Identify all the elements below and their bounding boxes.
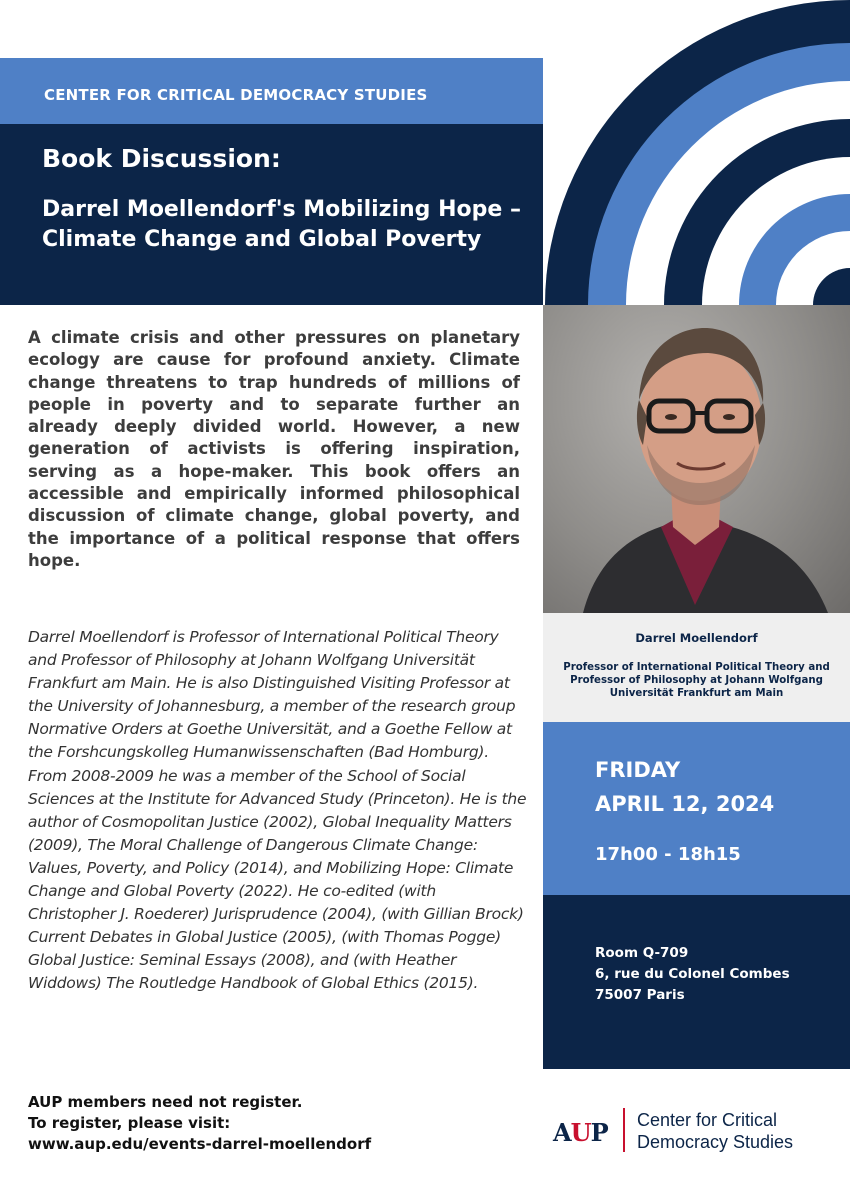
venue-room: Room Q-709 bbox=[595, 945, 689, 961]
logo-text: Center for Critical Democracy Studies bbox=[637, 1110, 794, 1152]
venue-address bbox=[595, 943, 790, 1006]
decorative-arcs bbox=[543, 0, 850, 305]
event-time: 17h00 - 18h15 bbox=[595, 844, 741, 865]
aup-logo-mark: AUP bbox=[553, 1118, 608, 1147]
register-note: AUP members need not register. bbox=[28, 1093, 303, 1111]
venue-city: 75007 Paris bbox=[595, 987, 685, 1003]
venue-street: 6, rue du Colonel Combes bbox=[595, 966, 790, 982]
aup-logo bbox=[553, 1108, 843, 1152]
registration-info bbox=[28, 1092, 371, 1155]
book-description: A climate crisis and other pressures on planetary ecology are cause for profound anxiety. Climate change threatens to trap hundreds of millions of people in poverty and to separate further an already deeply divided world. However, a new generation of activists is offering inspiration, serving as a hope-maker. This book offers an accessible and empirically informed philosophical discussion of climate change, global poverty, and the importance of a political response that offers hope. bbox=[28, 328, 520, 570]
venue-box bbox=[543, 895, 850, 1069]
speaker-bio: Darrel Moellendorf is Professor of International Political Theory and Professor of Philosophy at Johann Wolfgang Universität Frankfurt am Main. He is also Distinguished Visiting Professor at the University of Johannesburg, a member of the research group Normative Orders at Goethe Universität, and a Goethe Fellow at the Forshcungskolleg Humanwissenschaften (Bad Homburg). From 2008-2009 he was a member of the School of Social Sciences at the Institute for Advanced Study (Princeton). He is the author of Cosmopolitan Justice (2002), Global Inequality Matters (2009), The Moral Challenge of Dangerous Climate Change: Values, Poverty, and Policy (2014), and Mobilizing Hope: Climate Change and Global Poverty (2022). He co-edited (with Christopher J. Roederer) Jurisprudence (2004), (with Gillian Brock) Current Debates in Global Justice (2005), (with Thomas Pogge) Global Justice: Seminal Essays (2008), and (with Heather Widdows) The Routledge Handbook of Global Ethics (2015). bbox=[28, 628, 527, 993]
logo-divider bbox=[623, 1108, 625, 1152]
speaker-name: Darrel Moellendorf bbox=[635, 631, 758, 645]
center-label: CENTER FOR CRITICAL DEMOCRACY STUDIES bbox=[44, 86, 428, 104]
register-prompt: To register, please visit: bbox=[28, 1114, 231, 1132]
event-day: FRIDAY bbox=[595, 758, 681, 782]
speaker-photo bbox=[543, 305, 850, 613]
book-title: Darrel Moellendorf's Mobilizing Hope – Climate Change and Global Poverty bbox=[42, 197, 521, 252]
page-title: Book Discussion: bbox=[42, 144, 281, 173]
speaker-caption bbox=[543, 613, 850, 722]
register-link[interactable]: www.aup.edu/events-darrel-moellendorf bbox=[28, 1135, 372, 1153]
event-date-box bbox=[543, 722, 850, 895]
speaker-role: Professor of International Political Theory and Professor of Philosophy at Johann Wolfgang Universität Frankfurt am Main bbox=[563, 662, 830, 700]
event-date: APRIL 12, 2024 bbox=[595, 792, 775, 816]
